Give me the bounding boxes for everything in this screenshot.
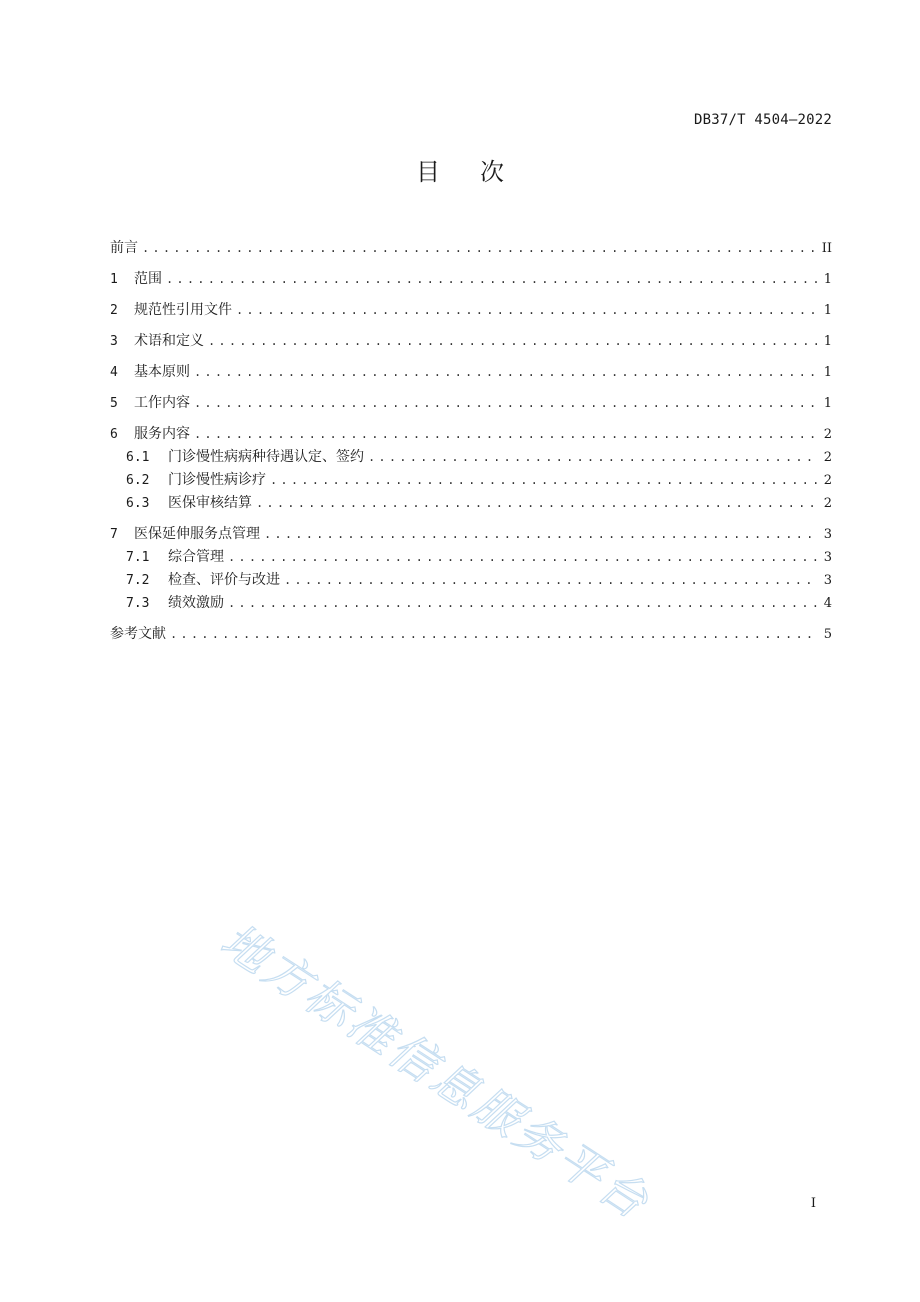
toc-entry[interactable] <box>110 469 832 492</box>
toc-entry-number: 6.1 <box>126 450 150 465</box>
toc-dot-leader <box>256 492 818 515</box>
toc-entry[interactable] <box>110 392 832 415</box>
toc-entry-page: 2 <box>823 450 832 465</box>
toc-entry[interactable] <box>110 546 832 569</box>
toc-entry[interactable] <box>110 592 832 615</box>
toc-entry-number: 5 <box>110 396 118 411</box>
toc-entry-label: 基本原则 <box>134 364 190 380</box>
toc-entry[interactable] <box>110 268 832 291</box>
toc-entry-number: 6.2 <box>126 473 150 488</box>
toc-dot-leader <box>264 523 818 546</box>
toc-dot-leader <box>270 469 818 492</box>
toc-entry-number: 7.3 <box>126 596 150 611</box>
toc-entry-page: 3 <box>823 550 832 565</box>
toc-dot-leader <box>194 361 818 384</box>
toc-entry[interactable] <box>110 623 832 646</box>
page-title: 目次 <box>416 158 544 186</box>
toc-dot-leader <box>236 299 818 322</box>
watermark: 地方标准信息服务平台 <box>211 912 661 1231</box>
toc-entry-page: 3 <box>823 573 832 588</box>
toc-entry-page: 2 <box>823 473 832 488</box>
table-of-contents <box>110 237 832 646</box>
toc-dot-leader <box>194 423 818 446</box>
toc-entry-number: 7 <box>110 527 118 542</box>
toc-entry-label: 术语和定义 <box>134 333 204 349</box>
toc-entry-label: 规范性引用文件 <box>134 302 232 318</box>
toc-entry[interactable] <box>110 361 832 384</box>
toc-entry-label: 范围 <box>134 271 162 287</box>
toc-entry[interactable] <box>110 423 832 446</box>
toc-entry-number: 6 <box>110 427 118 442</box>
toc-entry[interactable] <box>110 569 832 592</box>
toc-entry-label: 医保审核结算 <box>168 495 252 511</box>
toc-entry[interactable] <box>110 237 832 260</box>
toc-entry-page: 4 <box>823 596 832 611</box>
toc-entry-number: 7.1 <box>126 550 150 565</box>
toc-entry[interactable] <box>110 299 832 322</box>
toc-entry[interactable] <box>110 446 832 469</box>
toc-entry-page: 1 <box>823 334 832 349</box>
toc-entry-label: 检查、评价与改进 <box>168 572 280 588</box>
toc-entry-label: 综合管理 <box>168 549 224 565</box>
toc-dot-leader <box>194 392 818 415</box>
toc-entry-page: 5 <box>823 627 832 642</box>
toc-entry-label: 门诊慢性病诊疗 <box>168 472 266 488</box>
toc-dot-leader <box>208 330 818 353</box>
toc-entry-number: 4 <box>110 365 118 380</box>
toc-dot-leader <box>142 237 818 260</box>
toc-dot-leader <box>228 592 818 615</box>
toc-entry-label: 前言 <box>110 240 138 256</box>
toc-dot-leader <box>166 268 818 291</box>
toc-entry-page: 2 <box>823 496 832 511</box>
toc-entry-label: 参考文献 <box>110 626 166 642</box>
toc-entry[interactable] <box>110 330 832 353</box>
toc-entry-page: 2 <box>823 427 832 442</box>
toc-dot-leader <box>368 446 818 469</box>
toc-entry[interactable] <box>110 492 832 515</box>
toc-entry-page: 3 <box>823 527 832 542</box>
toc-entry[interactable] <box>110 523 832 546</box>
toc-entry-page: II <box>821 241 832 256</box>
toc-dot-leader <box>170 623 818 646</box>
toc-entry-label: 医保延伸服务点管理 <box>134 526 260 542</box>
toc-dot-leader <box>284 569 818 592</box>
toc-entry-number: 3 <box>110 334 118 349</box>
toc-entry-number: 6.3 <box>126 496 150 511</box>
toc-entry-page: 1 <box>823 396 832 411</box>
toc-entry-label: 服务内容 <box>134 426 190 442</box>
toc-entry-number: 7.2 <box>126 573 150 588</box>
toc-dot-leader <box>228 546 818 569</box>
toc-entry-number: 2 <box>110 303 118 318</box>
toc-entry-page: 1 <box>823 365 832 380</box>
toc-entry-label: 工作内容 <box>134 395 190 411</box>
toc-entry-label: 绩效激励 <box>168 595 224 611</box>
toc-entry-page: 1 <box>823 272 832 287</box>
toc-entry-number: 1 <box>110 272 118 287</box>
toc-entry-page: 1 <box>823 303 832 318</box>
page-number: I <box>810 1196 816 1211</box>
document-code: DB37/T 4504—2022 <box>693 112 832 128</box>
toc-entry-label: 门诊慢性病病种待遇认定、签约 <box>168 449 364 465</box>
